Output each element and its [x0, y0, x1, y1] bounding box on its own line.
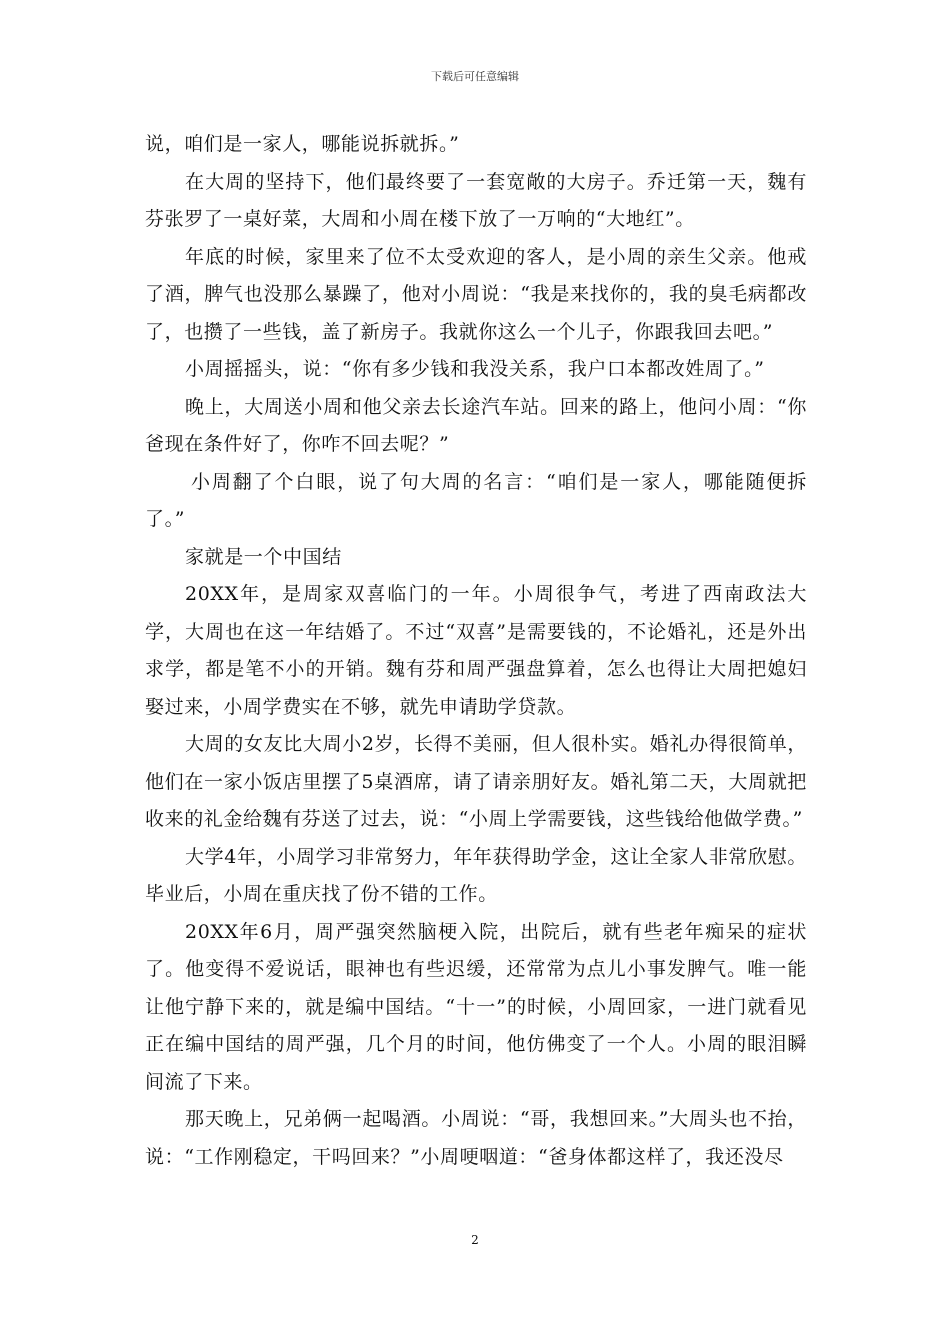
paragraph: 小周摇摇头，说：“你有多少钱和我没关系，我户口本都改姓周了。” [185, 358, 765, 380]
page-header: 下载后可任意编辑 [431, 70, 519, 83]
paragraph: 大学4年，小周学习非常努力，年年获得助学金，这让全家人非常欣慰。毕业后，小周在重庆找了份不错的工作。 [145, 845, 807, 905]
paragraph: 20XX年，是周家双喜临门的一年。小周很争气，考进了西南政法大学，大周也在这一年结婚了。不过“双喜”是需要钱的，不论婚礼，还是外出求学，都是笔不小的开销。魏有芬和周严强盘算着，怎么也得让大周把媳妇娶过来，小周学费实在不够，就先申请助学贷款。 [145, 583, 807, 718]
paragraph: 大周的女友比大周小2岁，长得不美丽，但人很朴实。婚礼办得很简单，他们在一家小饭店里摆了5桌酒席，请了请亲朋好友。婚礼第二天，大周就把收来的礼金给魏有芬送了过去，说：“小周上学需要钱，这些钱给他做学费。” [145, 733, 807, 830]
page-number: 2 [471, 1233, 479, 1247]
paragraph: 小周翻了个白眼，说了句大周的名言：“咱们是一家人，哪能随便拆了。” [145, 470, 807, 530]
paragraph-continuation: 说，咱们是一家人，哪能说拆就拆。” [145, 133, 460, 155]
section-heading: 家就是一个中国结 [185, 545, 342, 568]
document-body [145, 126, 807, 1176]
paragraph: 那天晚上，兄弟俩一起喝酒。小周说：“哥，我想回来。”大周头也不抬，说：“工作刚稳定，干吗回来？”小周哽咽道：“爸身体都这样了，我还没尽 [145, 1108, 807, 1168]
paragraph: 年底的时候，家里来了位不太受欢迎的客人，是小周的亲生父亲。他戒了酒，脾气也没那么暴躁了，他对小周说：“我是来找你的，我的臭毛病都改了，也攒了一些钱，盖了新房子。我就你这么一个儿子，你跟我回去吧。” [145, 245, 807, 343]
paragraph: 晚上，大周送小周和他父亲去长途汽车站。回来的路上，他问小周：“你爸现在条件好了，你咋不回去呢？” [145, 395, 807, 455]
paragraph: 在大周的坚持下，他们最终要了一套宽敞的大房子。乔迁第一天，魏有芬张罗了一桌好菜，大周和小周在楼下放了一万响的“大地红”。 [145, 170, 807, 230]
paragraph: 20XX年6月，周严强突然脑梗入院，出院后，就有些老年痴呆的症状了。他变得不爱说话，眼神也有些迟缓，还常常为点儿小事发脾气。唯一能让他宁静下来的，就是编中国结。“十一”的时候，小周回家，一进门就看见正在编中国结的周严强，几个月的时间，他仿佛变了一个人。小周的眼泪瞬间流了下来。 [145, 920, 807, 1093]
